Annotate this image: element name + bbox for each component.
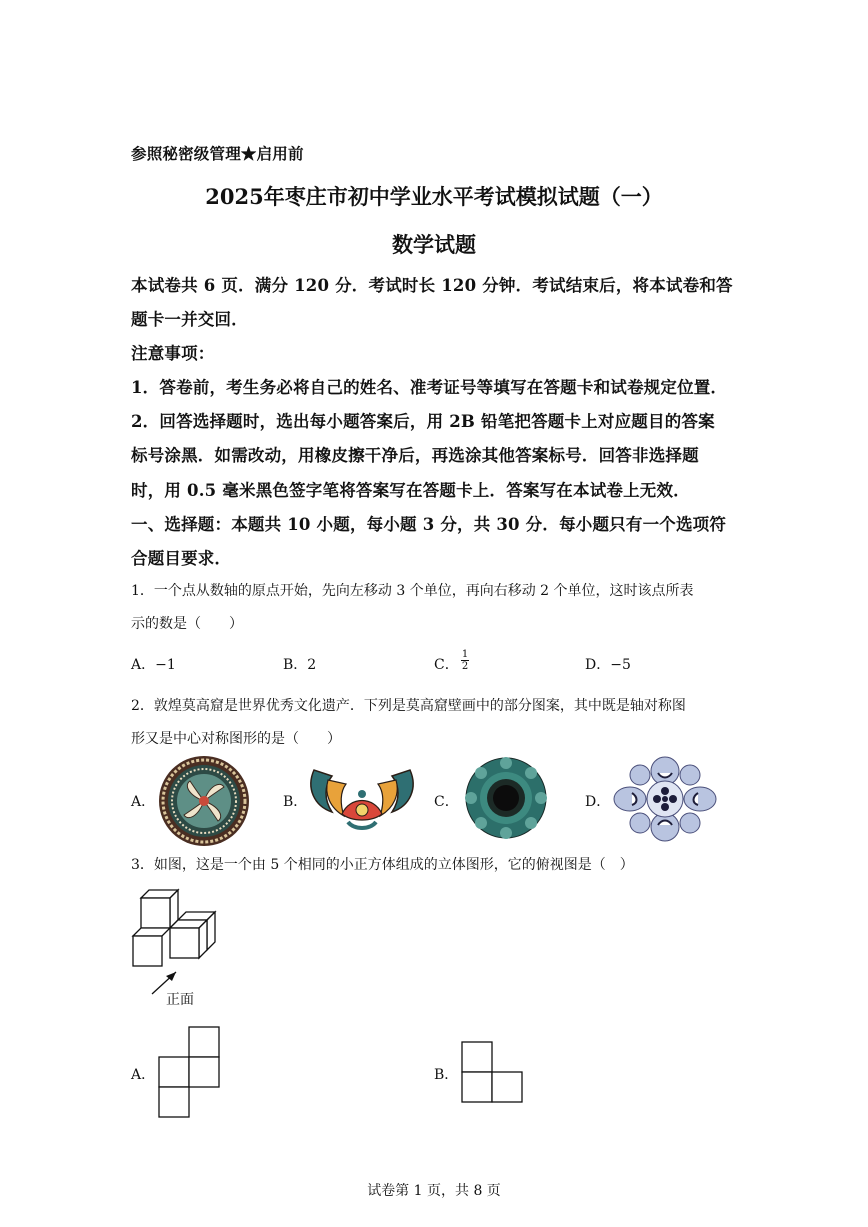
section-1-line-1: 一、选择题：本题共 10 小题，每小题 3 分，共 30 分．每小题只有一个选项符 bbox=[131, 515, 727, 534]
q3-line-1: 3．如图，这是一个由 5 个相同的小正方体组成的立体图形，它的俯视图是（ ） bbox=[131, 857, 634, 873]
notice-item-2-line-2: 标号涂黑．如需改动，用橡皮擦干净后，再选涂其他答案标号．回答非选择题 bbox=[131, 446, 699, 465]
q2-option-d: D． bbox=[585, 794, 611, 810]
q1-option-c-fraction bbox=[461, 649, 469, 672]
q1-option-c: C． bbox=[434, 657, 459, 673]
fraction-denominator: 2 bbox=[461, 661, 469, 672]
q3-option-a: A． bbox=[131, 1067, 156, 1083]
intro-line-1: 本试卷共 6 页．满分 120 分．考试时长 120 分钟．考试结束后，将本试卷和答 bbox=[131, 276, 733, 295]
notice-heading: 注意事项： bbox=[131, 344, 215, 363]
notice-item-2-line-1: 2．回答选择题时，选出每小题答案后，用 2B 铅笔把答题卡上对应题目的答案 bbox=[131, 412, 715, 431]
mural-pattern-a-image bbox=[158, 755, 250, 847]
q3-option-b-figure bbox=[461, 1041, 525, 1103]
front-view-label: 正面 bbox=[166, 992, 194, 1008]
q1-option-a: A．−1 bbox=[131, 657, 176, 673]
page-footer: 试卷第 1 页，共 8 页 bbox=[367, 1183, 501, 1199]
fraction-numerator: 1 bbox=[461, 649, 469, 660]
q1-option-d: D．−5 bbox=[585, 657, 631, 673]
q3-option-b: B． bbox=[434, 1067, 459, 1083]
q2-line-2: 形又是中心对称图形的是（ ） bbox=[131, 731, 341, 747]
q2-option-c: C． bbox=[434, 794, 459, 810]
q3-solid-figure bbox=[130, 886, 225, 986]
notice-item-1: 1．答卷前，考生务必将自己的姓名、准考证号等填写在答题卡和试卷规定位置． bbox=[131, 378, 728, 397]
q3-option-a-figure bbox=[158, 1026, 222, 1118]
q2-option-b: B． bbox=[283, 794, 308, 810]
section-1-line-2: 合题目要求． bbox=[131, 549, 232, 568]
mural-pattern-b-image bbox=[306, 760, 418, 836]
security-level: 参照秘密级管理★启用前 bbox=[131, 144, 304, 163]
exam-subtitle: 数学试题 bbox=[392, 232, 476, 257]
q1-option-b: B．2 bbox=[283, 657, 317, 673]
q1-line-1: 1．一个点从数轴的原点开始，先向左移动 3 个单位，再向右移动 2 个单位，这时该点所表 bbox=[131, 583, 694, 599]
q2-option-a: A． bbox=[131, 794, 156, 810]
exam-title: 2025年枣庄市初中学业水平考试模拟试题（一） bbox=[205, 184, 663, 209]
notice-item-2-line-3: 时，用 0.5 毫米黑色签字笔将答案写在答题卡上．答案写在本试卷上无效． bbox=[131, 481, 690, 500]
intro-line-2: 题卡一并交回． bbox=[131, 310, 248, 329]
mural-pattern-d-image bbox=[612, 755, 718, 843]
q2-line-1: 2．敦煌莫高窟是世界优秀文化遗产．下列是莫高窟壁画中的部分图案，其中既是轴对称图 bbox=[131, 698, 686, 714]
q1-line-2: 示的数是（ ） bbox=[131, 616, 243, 632]
mural-pattern-c-image bbox=[461, 755, 551, 841]
